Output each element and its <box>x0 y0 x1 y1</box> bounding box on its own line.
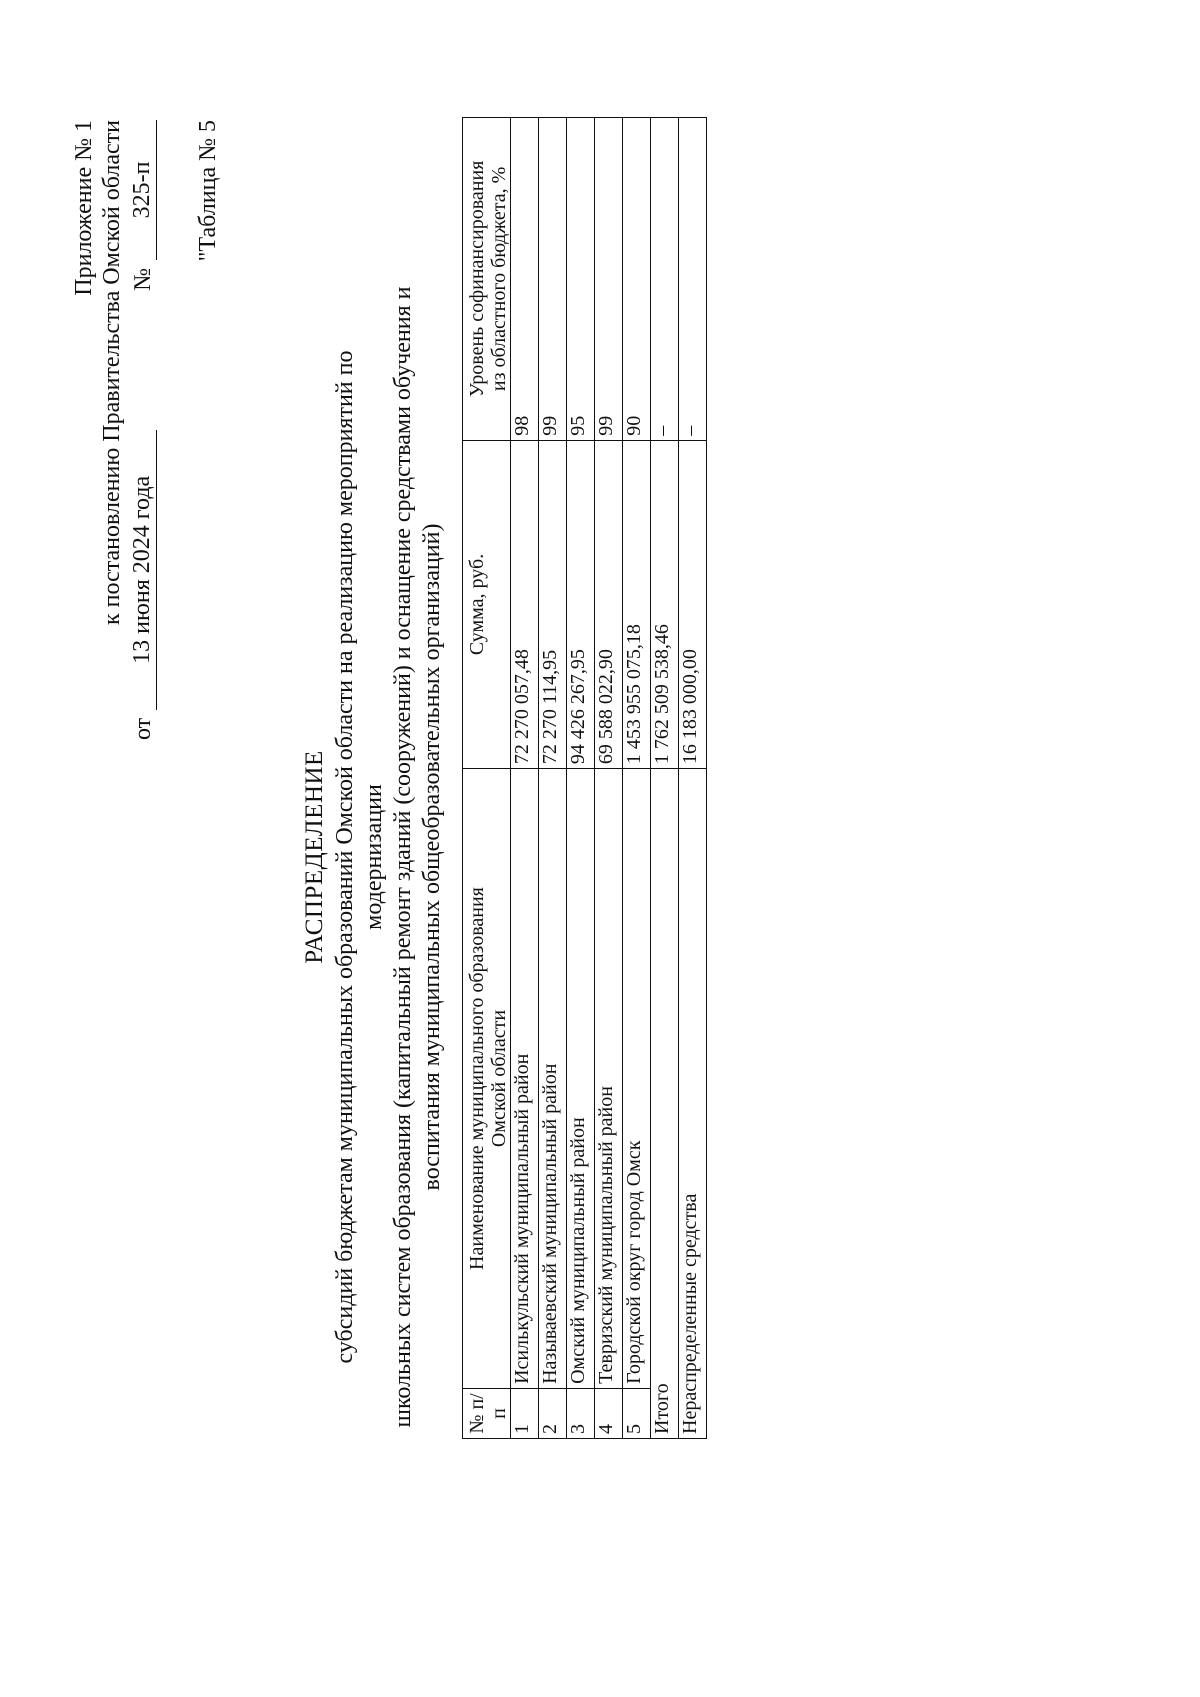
unallocated-label: Нераспределенные средства <box>679 769 707 1439</box>
row-no: 1 <box>511 1388 539 1438</box>
table-header-row <box>463 118 511 1439</box>
title-main: РАСПРЕДЕЛЕНИЕ <box>301 750 328 964</box>
date-number-line <box>128 120 157 740</box>
table-label: "Таблица № 5 <box>195 120 221 262</box>
row-name: Городской округ город Омск <box>623 769 651 1389</box>
row-no: 3 <box>567 1388 595 1438</box>
row-no: 2 <box>539 1388 567 1438</box>
number-prefix: № <box>130 268 156 291</box>
resolution-date: 13 июня 2024 года <box>128 430 157 710</box>
total-row <box>651 118 679 1439</box>
header-name-line-1: Наименование муниципального образования <box>466 887 488 1270</box>
header-pct-line-1: Уровень софинансирования <box>466 160 488 398</box>
row-no: 4 <box>595 1388 623 1438</box>
header-pct-line-2: из областного бюджета, % <box>488 166 510 392</box>
total-pct: – <box>651 118 679 441</box>
date-prefix: от <box>130 717 156 740</box>
distribution-table <box>462 117 707 1439</box>
table-row <box>539 118 567 1439</box>
unallocated-row <box>679 118 707 1439</box>
row-pct: 99 <box>595 118 623 441</box>
row-sum: 69 588 022,90 <box>595 440 623 768</box>
row-name: Омский муниципальный район <box>567 769 595 1389</box>
appendix-title: Приложение № 1 <box>71 120 97 296</box>
row-name: Называевский муниципальный район <box>539 769 567 1389</box>
title-line-2: школьных систем образования (капитальный ремонт зданий (сооружений) и оснащение средствами обучения и <box>390 286 416 1428</box>
row-pct: 99 <box>539 118 567 441</box>
row-name: Тевризский муниципальный район <box>595 769 623 1389</box>
table-row <box>595 118 623 1439</box>
header-name-line-2: Омской области <box>488 1009 510 1148</box>
header-pct <box>463 118 511 441</box>
row-pct: 95 <box>567 118 595 441</box>
title-line-1: субсидий бюджетам муниципальных образований Омской области на реализацию мероприятий по модернизации <box>332 350 387 1364</box>
resolution-reference: к постановлению Правительства Омской области <box>99 120 125 626</box>
header-no: № п/п <box>463 1388 511 1438</box>
date-part <box>128 430 157 740</box>
row-name: Исилькульский муниципальный район <box>511 769 539 1389</box>
number-part <box>128 120 157 291</box>
table-row <box>511 118 539 1439</box>
total-sum: 1 762 509 538,46 <box>651 440 679 768</box>
unallocated-pct: – <box>679 118 707 441</box>
total-label: Итого <box>651 769 679 1439</box>
table-row <box>567 118 595 1439</box>
title-line-3: воспитания муниципальных общеобразовательных организаций) <box>419 523 445 1191</box>
unallocated-sum: 16 183 000,00 <box>679 440 707 768</box>
row-sum: 72 270 114,95 <box>539 440 567 768</box>
document-title <box>300 277 447 1437</box>
row-sum: 72 270 057,48 <box>511 440 539 768</box>
row-pct: 90 <box>623 118 651 441</box>
row-no: 5 <box>623 1388 651 1438</box>
resolution-number: 325-п <box>128 120 157 260</box>
header-name <box>463 769 511 1389</box>
row-sum: 94 426 267,95 <box>567 440 595 768</box>
table-row <box>623 118 651 1439</box>
row-pct: 98 <box>511 118 539 441</box>
header-sum: Сумма, руб. <box>463 440 511 768</box>
row-sum: 1 453 955 075,18 <box>623 440 651 768</box>
appendix-header <box>70 120 157 740</box>
